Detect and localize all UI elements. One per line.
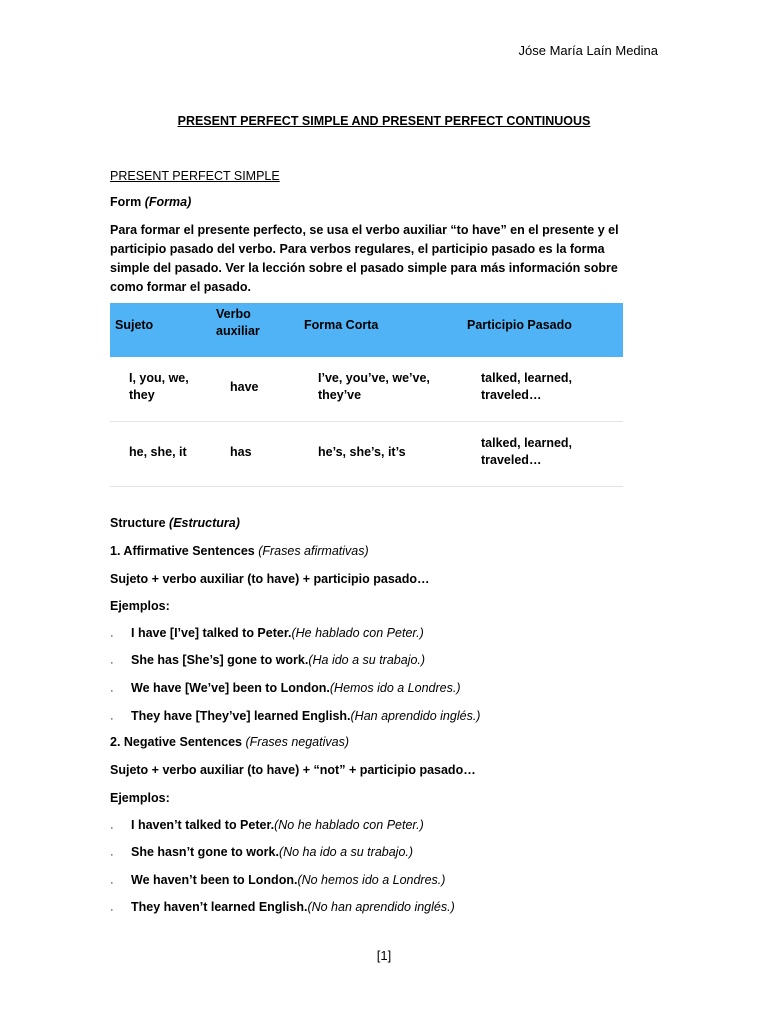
- affirmative-heading: [110, 544, 369, 558]
- example-es: (No ha ido a su trabajo.): [278, 845, 414, 859]
- example-es: (No he hablado con Peter.): [274, 818, 424, 832]
- header-verbo-auxiliar: Verbo auxiliar: [216, 307, 260, 338]
- affirmative-formula: Sujeto + verbo auxiliar (to have) + participio pasado…: [110, 572, 430, 586]
- document-title: PRESENT PERFECT SIMPLE AND PRESENT PERFECT CONTINUOUS: [177, 114, 591, 128]
- negative-heading: [110, 735, 349, 749]
- cell-auxiliary: have: [230, 380, 259, 394]
- form-label-es: (Forma): [144, 195, 192, 209]
- section-title: PRESENT PERFECT SIMPLE: [110, 169, 280, 183]
- bullet-icon: ·: [110, 630, 114, 642]
- bullet-icon: ·: [110, 685, 114, 697]
- header-forma-corta: Forma Corta: [304, 318, 379, 332]
- table-row: [110, 422, 623, 487]
- table-row: [110, 357, 623, 422]
- negative-formula: Sujeto + verbo auxiliar (to have) + “not” + participio pasado…: [110, 763, 476, 777]
- example-es: (No hemos ido a Londres.): [297, 873, 446, 887]
- structure-heading: [110, 516, 240, 530]
- page-number: [1]: [376, 948, 392, 963]
- structure-label: Structure: [110, 516, 170, 530]
- example-en: They haven’t learned English.: [131, 900, 308, 914]
- bullet-icon: ·: [110, 849, 114, 861]
- example-en: They have [They’ve] learned English.: [131, 709, 351, 723]
- cell-participle: talked, learned, traveled…: [481, 371, 573, 402]
- example-es: (Hemos ido a Londres.): [329, 681, 461, 695]
- header-sujeto: Sujeto: [115, 318, 154, 332]
- structure-label-es: (Estructura): [169, 516, 240, 530]
- example-en: I have [I’ve] talked to Peter.: [131, 626, 292, 640]
- bullet-icon: ·: [110, 822, 114, 834]
- cell-auxiliary: has: [230, 445, 252, 459]
- example-en: We haven’t been to London.: [131, 873, 298, 887]
- example-es: (He hablado con Peter.): [291, 626, 424, 640]
- form-paragraph: Para formar el presente perfecto, se usa el verbo auxiliar “to have” en el presente y el participio pasado del verbo. Para verbos regulares, el participio pasado es la forma simple del pasado. Ver la lección sobre el pasado simple para más información sobre como formar el pasado.: [110, 223, 619, 294]
- affirmative-examples-label: Ejemplos:: [110, 599, 170, 613]
- example-en: I haven’t talked to Peter.: [131, 818, 275, 832]
- bullet-icon: ·: [110, 877, 114, 889]
- negative-heading-es: (Frases negativas): [245, 735, 349, 749]
- example-en: She hasn’t gone to work.: [131, 845, 279, 859]
- author-name: Jóse María Laín Medina: [518, 43, 658, 58]
- example-es: (No han aprendido inglés.): [307, 900, 455, 914]
- negative-examples-label: Ejemplos:: [110, 791, 170, 805]
- conjugation-table: [110, 303, 623, 487]
- affirmative-heading-en: 1. Affirmative Sentences: [110, 544, 259, 558]
- affirmative-heading-es: (Frases afirmativas): [258, 544, 369, 558]
- cell-subject: I, you, we, they: [129, 371, 189, 402]
- form-label: Form: [110, 195, 145, 209]
- cell-subject: he, she, it: [129, 445, 187, 459]
- bullet-icon: ·: [110, 904, 114, 916]
- example-en: We have [We’ve] been to London.: [131, 681, 330, 695]
- bullet-icon: ·: [110, 657, 114, 669]
- cell-short-form: he’s, she’s, it’s: [318, 445, 406, 459]
- form-heading: [110, 195, 191, 209]
- table-header: [110, 303, 623, 357]
- example-es: (Ha ido a su trabajo.): [308, 653, 426, 667]
- negative-heading-en: 2. Negative Sentences: [110, 735, 246, 749]
- cell-participle: talked, learned, traveled…: [481, 436, 573, 467]
- bullet-icon: ·: [110, 713, 114, 725]
- header-participio-pasado: Participio Pasado: [467, 318, 572, 332]
- example-en: She has [She’s] gone to work.: [131, 653, 309, 667]
- example-es: (Han aprendido inglés.): [350, 709, 481, 723]
- cell-short-form: I’ve, you’ve, we’ve, they’ve: [318, 371, 430, 402]
